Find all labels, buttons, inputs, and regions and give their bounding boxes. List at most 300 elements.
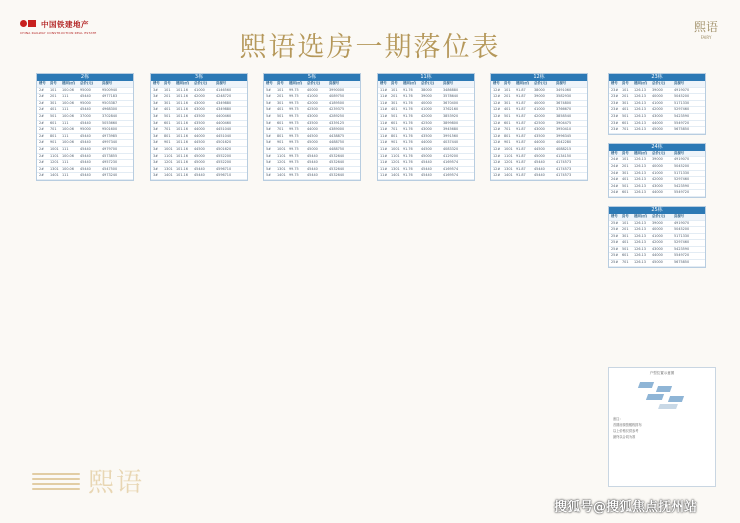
table-cell: 3702840 [102, 113, 118, 118]
table-row [609, 127, 705, 134]
column-header: 建面(㎡) [289, 81, 303, 85]
table-cell: 501 [504, 113, 511, 118]
table-cell: 45440 [307, 153, 318, 158]
table-cell: 45440 [534, 160, 545, 165]
table-cell: 23# [611, 87, 619, 92]
column-header: 房号 [622, 150, 629, 155]
table-row [609, 227, 705, 234]
table-cell: 42500 [421, 120, 432, 125]
table-cell: 701 [50, 127, 57, 132]
table-cell: 601 [504, 120, 511, 125]
column-header: 房号 [50, 81, 57, 85]
table-cell: 2# [39, 87, 44, 92]
table-cell: 25# [611, 253, 619, 258]
table-cell: 91.87 [516, 173, 526, 178]
table-cell: 95000 [80, 100, 91, 105]
table-cell: 45440 [194, 166, 205, 171]
table-cell: 41000 [652, 100, 663, 105]
table-cell: 45440 [534, 166, 545, 171]
table-cell: 45440 [421, 160, 432, 165]
table-cell: 39000 [421, 94, 432, 99]
table-cell: 9503387 [102, 100, 118, 105]
table-cell: 5423590 [674, 113, 690, 118]
column-3 [263, 73, 359, 189]
table-cell: 3# [153, 173, 158, 178]
table-cell: 4174573 [556, 173, 572, 178]
table-cell: 5675850 [674, 260, 690, 265]
table-cell: 301 [622, 233, 629, 238]
price-table [263, 73, 361, 181]
table-cell: 43000 [652, 183, 663, 188]
column-header: 总价(元) [307, 81, 321, 85]
column-header: 建面(㎡) [403, 81, 417, 85]
table-cell: 101 [622, 157, 629, 162]
table-cell: 42000 [652, 240, 663, 245]
column-header: 房号 [164, 81, 171, 85]
table-cell: 4968300 [102, 107, 118, 112]
column-4 [377, 73, 473, 189]
table-cell: 126.13 [634, 157, 646, 162]
table-cell: 5# [266, 94, 271, 99]
table-cell: 99.75 [289, 100, 299, 105]
table-row [151, 134, 247, 141]
company-name: 中国铁建地产 [41, 19, 89, 29]
table-cell: 201 [164, 94, 171, 99]
table-cell: 5675850 [674, 127, 690, 132]
table-cell: 43000 [652, 113, 663, 118]
table-cell: 2# [39, 127, 44, 132]
table-cell: 101.16 [176, 166, 188, 171]
table-cell: 101.16 [176, 160, 188, 165]
table-row [609, 190, 705, 197]
table-cell: 41000 [652, 233, 663, 238]
table-cell: 2# [39, 160, 44, 165]
table-row [37, 134, 133, 141]
table-cell: 5423590 [674, 246, 690, 251]
table-row [264, 154, 360, 161]
table-cell: 126.13 [634, 260, 646, 265]
table-cell: 44000 [534, 140, 545, 145]
table-cell: 11# [380, 173, 388, 178]
table-cell: 4438875 [329, 133, 345, 138]
table-row [378, 94, 474, 101]
table-row [491, 88, 587, 95]
table-cell: 39000 [652, 87, 663, 92]
column-header: 房源号 [329, 81, 340, 85]
table-cell: 99.75 [289, 113, 299, 118]
column-header: 建面(㎡) [62, 81, 76, 85]
table-cell: 701 [622, 127, 629, 132]
table-cell: 101.16 [176, 140, 188, 145]
column-header: 房源号 [674, 150, 685, 155]
table-cell: 44500 [534, 146, 545, 151]
table-cell: 401 [391, 107, 398, 112]
table-cell: 111 [62, 173, 69, 178]
table-cell: 3486880 [443, 87, 459, 92]
table-row [264, 173, 360, 180]
table-cell: 4400460 [216, 113, 232, 118]
table-cell: 101.16 [176, 127, 188, 132]
table-cell: 601 [164, 120, 171, 125]
table-cell: 42000 [421, 113, 432, 118]
table-cell: 301 [164, 100, 171, 105]
price-table [36, 73, 134, 181]
table-cell: 43500 [534, 133, 545, 138]
table-cell: 501 [277, 113, 284, 118]
table-row [151, 101, 247, 108]
table-cell: 1101 [50, 153, 59, 158]
table-cell: 45440 [80, 120, 91, 125]
table-cell: 11# [380, 107, 388, 112]
table-cell: 25# [611, 233, 619, 238]
table-cell: 201 [391, 94, 398, 99]
table-header-row [491, 81, 587, 88]
footer-emblem-icon [28, 470, 84, 492]
footer-brand-name: 熙语 [88, 468, 145, 498]
table-cell: 44000 [652, 253, 663, 258]
table-title: 5栋 [264, 74, 360, 81]
table-cell: 4488750 [329, 140, 345, 145]
column-header: 总价(元) [80, 81, 94, 85]
table-row [609, 157, 705, 164]
table-cell: 12# [493, 140, 501, 145]
table-row [378, 121, 474, 128]
table-cell: 45440 [421, 173, 432, 178]
table-cell: 4248720 [216, 94, 232, 99]
table-cell: 5549720 [674, 190, 690, 195]
table-row [378, 147, 474, 154]
table-cell: 701 [164, 127, 171, 132]
table-row [37, 147, 133, 154]
column-header: 房号 [622, 81, 629, 85]
table-cell: 41000 [194, 87, 205, 92]
table-row [37, 107, 133, 114]
table-row [37, 127, 133, 134]
table-cell: 41000 [652, 170, 663, 175]
table-cell: 111 [62, 120, 69, 125]
table-cell: 4979700 [102, 146, 118, 151]
table-cell: 3# [153, 140, 158, 145]
table-cell: 4189500 [329, 100, 345, 105]
table-cell: 43500 [421, 133, 432, 138]
table-cell: 1001 [391, 146, 400, 151]
table-row [491, 114, 587, 121]
table-cell: 1001 [504, 146, 513, 151]
table-cell: 4174573 [556, 166, 572, 171]
table-cell: 91.87 [516, 166, 526, 171]
table-cell: 601 [391, 120, 398, 125]
column-header: 建面(㎡) [176, 81, 190, 85]
table-cell: 3# [153, 160, 158, 165]
table-cell: 24# [611, 183, 619, 188]
table-cell: 4573855 [102, 153, 118, 158]
page-title: 熙语选房一期落位表 [239, 32, 501, 63]
table-row [491, 101, 587, 108]
table-row [609, 184, 705, 191]
table-cell: 126.13 [634, 113, 646, 118]
column-header: 房源号 [556, 81, 567, 85]
table-cell: 3# [153, 166, 158, 171]
table-cell: 3858540 [556, 113, 572, 118]
table-row [609, 94, 705, 101]
table-cell: 101.16 [176, 120, 188, 125]
table-cell: 45440 [534, 173, 545, 178]
column-5 [490, 73, 586, 189]
table-cell: 4339125 [329, 120, 345, 125]
plan-building-shape [646, 394, 664, 400]
table-cell: 401 [622, 240, 629, 245]
table-cell: 44000 [421, 140, 432, 145]
table-row [151, 154, 247, 161]
table-header-row [609, 81, 705, 88]
table-cell: 2# [39, 166, 44, 171]
table-row [491, 121, 587, 128]
table-cell: 101.16 [176, 146, 188, 151]
table-cell: 5045200 [674, 163, 690, 168]
table-cell: 1001 [277, 146, 286, 151]
table-cell: 2# [39, 173, 44, 178]
table-cell: 91.76 [403, 113, 413, 118]
table-cell: 4451040 [216, 133, 232, 138]
table-cell: 801 [277, 133, 284, 138]
table-cell: 4532640 [329, 153, 345, 158]
table-cell: 126.13 [634, 220, 646, 225]
table-cell: 1301 [277, 166, 286, 171]
table-cell: 3670400 [443, 100, 459, 105]
column-header: 总价(元) [194, 81, 208, 85]
table-row [609, 247, 705, 254]
table-cell: 401 [50, 107, 57, 112]
table-cell: 4977183 [102, 94, 118, 99]
table-cell: 5# [266, 146, 271, 151]
table-cell: 5171330 [674, 170, 690, 175]
table-row [151, 140, 247, 147]
table-cell: 44000 [194, 133, 205, 138]
table-cell: 11# [380, 100, 388, 105]
table-cell: 39000 [652, 157, 663, 162]
plan-note: 最终以合同为准 [613, 435, 636, 439]
table-cell: 91.76 [403, 120, 413, 125]
table-cell: 1401 [391, 173, 400, 178]
table-cell: 12# [493, 107, 501, 112]
table-cell: 91.76 [403, 146, 413, 151]
table-cell: 11# [380, 87, 388, 92]
table-cell: 101 [164, 87, 171, 92]
column-header: 楼号 [153, 81, 160, 85]
table-row [609, 121, 705, 128]
table-row [151, 147, 247, 154]
table-cell: 101.16 [176, 87, 188, 92]
table-cell: 5# [266, 120, 271, 125]
table-cell: 45000 [652, 127, 663, 132]
table-cell: 201 [50, 94, 57, 99]
table-cell: 401 [164, 107, 171, 112]
table-cell: 91.87 [516, 153, 526, 158]
table-cell: 44500 [194, 146, 205, 151]
table-cell: 2# [39, 140, 44, 145]
table-cell: 501 [622, 183, 629, 188]
table-cell: 301 [50, 100, 57, 105]
table-title: 11栋 [378, 74, 474, 81]
brand-mark-sub: FAIRY [700, 35, 712, 40]
table-cell: 23# [611, 120, 619, 125]
table-row [609, 234, 705, 241]
table-cell: 11# [380, 113, 388, 118]
table-cell: 101.16 [176, 133, 188, 138]
table-cell: 5# [266, 166, 271, 171]
column-header: 楼号 [380, 81, 387, 85]
table-cell: 301 [622, 100, 629, 105]
table-cell: 5# [266, 113, 271, 118]
table-cell: 9501600 [102, 127, 118, 132]
table-cell: 12# [493, 153, 501, 158]
table-cell: 1401 [277, 173, 286, 178]
table-cell: 901 [164, 140, 171, 145]
table-cell: 12# [493, 127, 501, 132]
table-cell: 126.13 [634, 246, 646, 251]
table-cell: 45440 [307, 173, 318, 178]
table-cell: 5171330 [674, 233, 690, 238]
column-header: 房源号 [674, 81, 685, 85]
table-cell: 99.75 [289, 153, 299, 158]
site-plan-title: 户型位置示意图 [649, 371, 675, 375]
table-row [609, 107, 705, 114]
table-cell: 2# [39, 153, 44, 158]
table-cell: 45000 [307, 146, 318, 151]
table-cell: 1101 [504, 153, 513, 158]
table-cell: 126.13 [634, 177, 646, 182]
table-cell: 4997340 [102, 140, 118, 145]
site-plan [608, 367, 716, 487]
column-header: 总价(元) [652, 81, 666, 85]
table-cell: 1101 [391, 153, 400, 158]
column-header: 建面(㎡) [634, 150, 648, 155]
table-cell: 100.06 [62, 166, 74, 171]
table-cell: 3# [153, 100, 158, 105]
table-cell: 45440 [80, 94, 91, 99]
table-cell: 91.76 [403, 94, 413, 99]
table-cell: 3# [153, 133, 158, 138]
table-cell: 5# [266, 107, 271, 112]
table-cell: 91.87 [516, 146, 526, 151]
table-cell: 801 [391, 133, 398, 138]
table-cell: 201 [622, 163, 629, 168]
table-cell: 42000 [652, 107, 663, 112]
price-table [608, 73, 706, 135]
table-cell: 3899800 [443, 120, 459, 125]
table-cell: 101.16 [176, 100, 188, 105]
table-cell: 24# [611, 170, 619, 175]
table-row [609, 114, 705, 121]
table-cell: 2# [39, 94, 44, 99]
footer-logo [28, 462, 144, 499]
table-cell: 126.13 [634, 253, 646, 258]
table-cell: 701 [391, 127, 398, 132]
table-title: 12栋 [491, 74, 587, 81]
table-row [37, 140, 133, 147]
table-row [378, 101, 474, 108]
table-cell: 101.16 [176, 153, 188, 158]
table-cell: 126.13 [634, 94, 646, 99]
table-cell: 11# [380, 127, 388, 132]
watermark: 搜狐号@搜狐焦点抚州站 [554, 500, 698, 515]
table-cell: 3991560 [443, 133, 459, 138]
column-header: 房源号 [674, 213, 685, 218]
table-cell: 3674800 [556, 100, 572, 105]
table-cell: 2# [39, 146, 44, 151]
table-cell: 25# [611, 246, 619, 251]
table-header-row [378, 81, 474, 88]
table-cell: 101 [622, 220, 629, 225]
table-cell: 101 [622, 87, 629, 92]
table-cell: 3582930 [556, 94, 572, 99]
table-row [151, 167, 247, 174]
price-table [150, 73, 248, 181]
table-cell: 3491060 [556, 87, 572, 92]
table-cell: 901 [391, 140, 398, 145]
table-cell: 45440 [80, 153, 91, 158]
table-cell: 3# [153, 87, 158, 92]
table-cell: 101.16 [176, 173, 188, 178]
table-row [491, 127, 587, 134]
table-cell: 24# [611, 163, 619, 168]
table-cell: 45000 [652, 260, 663, 265]
table-cell: 12# [493, 94, 501, 99]
table-cell: 91.87 [516, 113, 526, 118]
table-cell: 4083320 [443, 146, 459, 151]
table-cell: 1201 [164, 160, 173, 165]
column-header: 建面(㎡) [634, 213, 648, 218]
table-cell: 126.13 [634, 107, 646, 112]
table-cell: 1201 [391, 160, 400, 165]
table-cell: 2# [39, 133, 44, 138]
table-cell: 101.16 [176, 113, 188, 118]
table-cell: 91.76 [403, 173, 413, 178]
table-row [37, 173, 133, 180]
table-cell: 12# [493, 166, 501, 171]
table-row [37, 101, 133, 108]
table-row [264, 134, 360, 141]
table-row [609, 240, 705, 247]
table-cell: 801 [164, 133, 171, 138]
table-row [151, 114, 247, 121]
table-cell: 45440 [80, 107, 91, 112]
table-cell: 1001 [164, 146, 173, 151]
table-cell: 40000 [307, 87, 318, 92]
column-header: 楼号 [266, 81, 273, 85]
table-cell: 3766670 [556, 107, 572, 112]
table-cell: 301 [504, 100, 511, 105]
table-cell: 45000 [534, 153, 545, 158]
table-row [378, 154, 474, 161]
table-cell: 5045200 [674, 94, 690, 99]
table-cell: 401 [504, 107, 511, 112]
table-cell: 45000 [194, 160, 205, 165]
table-row [609, 253, 705, 260]
table-cell: 11# [380, 140, 388, 145]
plan-note: 首期房源按楼栋排布 [613, 423, 642, 427]
table-cell: 401 [622, 177, 629, 182]
table-cell: 126.13 [634, 170, 646, 175]
table-cell: 43000 [194, 100, 205, 105]
table-cell: 100.06 [62, 153, 74, 158]
table-cell: 1301 [50, 166, 59, 171]
table-cell: 40000 [534, 100, 545, 105]
table-row [37, 167, 133, 174]
table-cell: 701 [277, 127, 284, 132]
column-header: 房源号 [443, 81, 454, 85]
table-row [151, 88, 247, 95]
